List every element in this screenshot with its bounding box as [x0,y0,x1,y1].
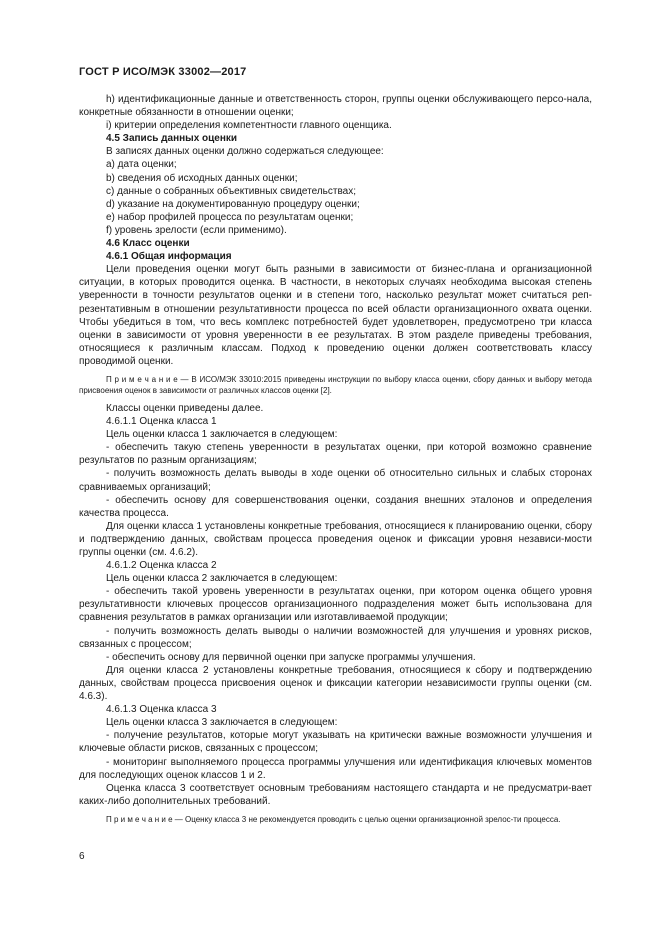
paragraph: - получение результатов, которые могут указывать на критически важные возможности улучшения и ключевые области рисков, связанных с процессом; [79,730,592,755]
paragraph: f) уровень зрелости (если применимо). [106,224,287,236]
paragraph: e) набор профилей процесса по результатам оценки; [106,211,354,223]
note-paragraph: П р и м е ч а н и е — Оценку класса 3 не рекомендуется проводить с целью оценки организационной зрелос-ти процесса. [106,814,561,824]
paragraph: - обеспечить основу для первичной оценки при запуске программы улучшения. [106,651,476,663]
paragraph: h) идентификационные данные и ответственность сторон, группы оценки обслуживающего персо-нала, конкретные обязанности в отношении оценки; [79,94,592,119]
paragraph: d) указание на документированную процедуру оценки; [106,198,360,210]
paragraph: - обеспечить основу для совершенствования оценки, создания внешних эталонов и определения качества процесса. [79,494,592,519]
section-heading: 4.5 Запись данных оценки [106,133,238,145]
paragraph: Оценка класса 3 соответствует основным требованиям настоящего стандарта и не предусматри-вает каких-либо дополнительных требований. [79,782,592,807]
paragraph: a) дата оценки; [106,159,177,171]
paragraph: Классы оценки приведены далее. [106,402,264,414]
paragraph: В записях данных оценки должно содержаться следующее: [106,146,384,158]
document-body [79,93,592,831]
paragraph: - мониторинг выполняемого процесса программы улучшения или идентификация ключевых моментов для последующих оценок классов 1 и 2. [79,756,592,781]
paragraph: - получить возможность делать выводы в ходе оценки об относительно сильных и слабых сторонах сравниваемых организаций; [79,468,592,493]
page-number: 6 [79,851,85,862]
paragraph: Цели проведения оценки могут быть разными в зависимости от бизнес-плана и организационной ситуации, в которых проводится оценка. В частности, в некоторых случаях необходима высокая степень уверенности в точности результатов оценки и в степени того, насколько результат может считаться реп-резентативным в отношении результативности процесса по всей области организационного охвата оценки. Чтобы убедиться в том, что весь комплекс потребностей будет удовлетворен, предусмотрено три класса оценки в зависимости от уровня уверенности в ее результатах. В этом разделе приведены требования, относящиеся к различным классам. Подход к проведению оценки должен соответствовать классу проводимой оценки. [79,264,592,367]
section-heading: 4.6 Класс оценки [106,238,190,250]
paragraph: Цель оценки класса 2 заключается в следующем: [106,573,338,585]
paragraph: i) критерии определения компетентности главного оценщика. [106,120,392,132]
paragraph: Цель оценки класса 1 заключается в следующем: [106,429,338,441]
section-heading: 4.6.1 Общая информация [106,251,232,263]
paragraph: - получить возможность делать выводы о наличии возможностей для улучшения и уровнях рисков, связанных с процессом; [79,625,592,650]
note-paragraph: П р и м е ч а н и е — В ИСО/МЭК 33010:2015 приведены инструкции по выбору класса оценки, сбору данных и выбору метода присвоения оценок в зависимости от различных классов оценки [2]. [79,374,592,395]
paragraph: Цель оценки класса 3 заключается в следующем: [106,717,338,729]
paragraph: - обеспечить такую степень уверенности в результатах оценки, при которой возможно сравнение результатов по разным организациям; [79,442,592,467]
paragraph: b) сведения об исходных данных оценки; [106,172,298,184]
paragraph: c) данные о собранных объективных свидетельствах; [106,185,356,197]
document-header: ГОСТ Р ИСО/МЭК 33002—2017 [79,66,247,78]
paragraph: 4.6.1.1 Оценка класса 1 [106,416,217,428]
paragraph: 4.6.1.2 Оценка класса 2 [106,560,217,572]
paragraph: - обеспечить такой уровень уверенности в результатах оценки, при котором оценка общего уровня результативности ключевых процессов организационного подразделения может быть использована для сравнения результатов в рамках организации или изготавливаемой продукции; [79,586,592,624]
paragraph: Для оценки класса 2 установлены конкретные требования, относящиеся к сбору и подтверждению данных, свойствам процесса присвоения оценок и фиксации категории независимости группы оценки (см. 4.6.3). [79,664,592,703]
paragraph: Для оценки класса 1 установлены конкретные требования, относящиеся к планированию оценки, сбору и подтверждению данных, свойствам процесса проведения оценок и фиксации уровня независи-мости группы оценки (см. 4.6.2). [79,520,592,558]
paragraph: 4.6.1.3 Оценка класса 3 [106,704,217,716]
